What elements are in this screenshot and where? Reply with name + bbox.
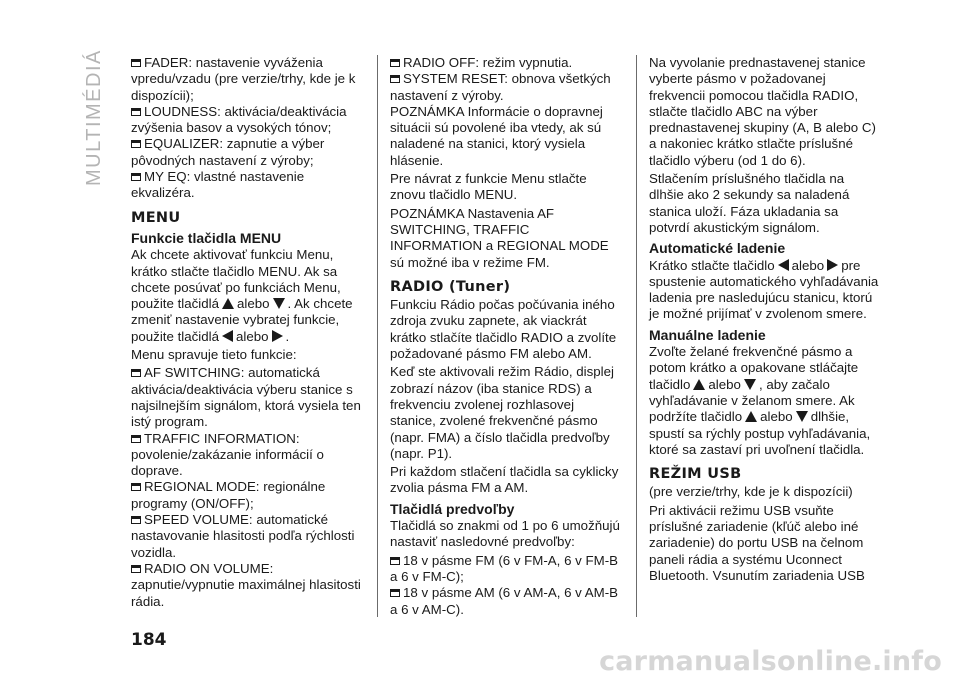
list-item: AF SWITCHING: automatická aktivácia/deaktivácia výberu stanice s najsilnejším signálom, ktorá vysiela ten istý program. [131, 365, 361, 430]
page-number: 184 [131, 630, 167, 650]
list-item: RADIO ON VOLUME: zapnutie/vypnutie maximálnej hlasitosti rádia. [131, 560, 361, 609]
note: POZNÁMKA Nastavenia AF SWITCHING, TRAFFIC INFORMATION a REGIONAL MODE sú možné iba v režime FM. [390, 205, 609, 270]
list-item: SYSTEM RESET: obnova všetkých nastavení z výroby. [390, 71, 611, 103]
bullet-icon [390, 75, 400, 83]
subheading-auto-tuning: Automatické ladenie [649, 240, 786, 257]
watermark: carmanualsonline.info [599, 646, 942, 677]
arrow-down-icon [796, 411, 808, 422]
arrow-down-icon [273, 298, 285, 309]
bullet-icon [390, 589, 400, 597]
list-item: FADER: nastavenie vyváženia vpredu/vzadu (pre verzie/trhy, kde je k dispozícii); [131, 55, 356, 103]
paragraph: Krátko stlačte tlačidlo alebo pre spustenie automatického vyhľadávania ladenia pre nasledujúcu stanicu, ktorú je možné prijímať v zvolenom smere. [649, 257, 879, 322]
heading-menu: MENU [131, 209, 181, 226]
bullet-icon [131, 483, 141, 491]
list-item: TRAFFIC INFORMATION: povolenie/zakázanie informácií o doprave. [131, 430, 324, 479]
arrow-left-icon [778, 259, 789, 271]
subheading-presets: Tlačidlá predvoľby [390, 500, 515, 517]
arrow-up-icon [222, 298, 234, 309]
column-divider [377, 55, 378, 617]
bullet-icon [390, 557, 400, 565]
list-item: EQUALIZER: zapnutie a výber pôvodných nastavení z výroby; [131, 136, 325, 168]
paragraph: (pre verzie/trhy, kde je k dispozícii) [649, 484, 853, 500]
arrow-left-icon [222, 330, 233, 342]
paragraph: Stlačením príslušného tlačidla na dlhšie ako 2 sekundy sa naladená stanica uloží. Fáza ukladania sa potvrdí akustickým signálom. [649, 171, 850, 235]
list-item: 18 v pásme AM (6 v AM-A, 6 v AM-B a 6 v AM-C). [390, 585, 619, 617]
arrow-up-icon [693, 379, 705, 390]
list-item: RADIO OFF: režim vypnutia. [390, 55, 622, 71]
list-item: MY EQ: vlastné nastavenie ekvalizéra. [131, 169, 305, 201]
paragraph: Menu spravuje tieto funkcie: [131, 347, 297, 363]
bullet-icon [131, 565, 141, 573]
bullet-icon [131, 435, 141, 443]
bullet-icon [390, 59, 400, 67]
subheading-manual-tuning: Manuálne ladenie [649, 326, 766, 343]
column-divider [636, 55, 637, 617]
bullet-icon [131, 516, 141, 524]
bullet-icon [131, 140, 141, 148]
arrow-right-icon [827, 259, 838, 271]
list-item: SPEED VOLUME: automatické nastavovanie hlasitosti podľa rýchlosti vozidla. [131, 512, 355, 560]
paragraph: Keď ste aktivovali režim Rádio, displej zobrazí názov (iba stanice RDS) a frekvenciu zvolenej rozhlasovej stanice, zvolené frekvenčné pásmo (napr. FMA) a číslo tlačidla predvoľby (napr. P1). [390, 364, 614, 461]
list-item: 18 v pásme FM (6 v FM-A, 6 v FM-B a 6 v FM-C); [390, 552, 618, 584]
list-item: LOUDNESS: aktivácia/deaktivácia zvýšenia basov a vysokých tónov; [131, 103, 347, 136]
list-item: REGIONAL MODE: regionálne programy (ON/OFF); [131, 479, 326, 511]
section-label: MULTIMÉDIÁ [83, 49, 105, 186]
bullet-icon [131, 108, 141, 116]
paragraph: Na vyvolanie prednastavenej stanice vyberte pásmo v požadovanej frekvencii pomocou tlačidla RADIO, stlačte tlačidlo ABC na výber prednastavenej skupiny (A, B alebo C) a nakoniec krátko stlačte príslušné tlačidlo výberu (od 1 do 6). [649, 55, 876, 168]
heading-usb-mode: REŽIM USB [649, 466, 742, 483]
bullet-icon [131, 173, 141, 181]
subheading-menu-functions: Funkcie tlačidla MENU [131, 229, 282, 246]
paragraph: Pri každom stlačení tlačidla sa cyklicky zvolia pásma FM a AM. [390, 464, 619, 496]
bullet-icon [131, 369, 141, 377]
paragraph: Pri aktivácii režimu USB vsuňte príslušné zariadenie (kľúč alebo iné zariadenie) do portu USB na čelnom paneli rádia a systému Uconnect Bluetooth. Vsunutím zariadenia USB [649, 502, 865, 583]
paragraph: Funkciu Rádio počas počúvania iného zdroja zvuku zapnete, ak viackrát krátko stlačíte tlačidlo RADIO a zvolíte požadované pásmo FM alebo AM. [390, 297, 617, 362]
paragraph: Ak chcete aktivovať funkciu Menu, krátko stlačte tlačidlo MENU. Ak sa chcete posúvať po funkciách Menu, použite tlačidlá alebo . Ak chcete zmeniť nastavenie vybratej funkcie, použite tlačidlá alebo . [131, 247, 353, 344]
paragraph: Tlačidlá so znakmi od 1 po 6 umožňujú nastaviť nasledovné predvoľby: [390, 518, 620, 550]
paragraph: Zvoľte želané frekvenčné pásmo a potom krátko a opakovane stláčajte tlačidlo alebo , aby začalo vyhľadávanie v želanom smere. Ak podržíte tlačidlo alebo dlhšie, spustí sa rýchly postup vyhľadávania, ktoré sa zastaví pri uvoľnení tlačidla. [649, 344, 871, 457]
arrow-up-icon [745, 411, 757, 422]
column-1 [131, 55, 363, 610]
bullet-icon [131, 59, 141, 67]
note: POZNÁMKA Informácie o dopravnej situácii sú povolené iba vtedy, ak sú naladené na stanici, ktorý vysiela hlásenie. [390, 103, 603, 168]
paragraph: Pre návrat z funkcie Menu stlačte znovu tlačidlo MENU. [390, 171, 587, 203]
arrow-right-icon [272, 330, 283, 342]
arrow-down-icon [744, 379, 756, 390]
heading-radio: RADIO (Tuner) [390, 278, 511, 295]
column-2 [390, 55, 622, 618]
column-3 [649, 55, 881, 586]
